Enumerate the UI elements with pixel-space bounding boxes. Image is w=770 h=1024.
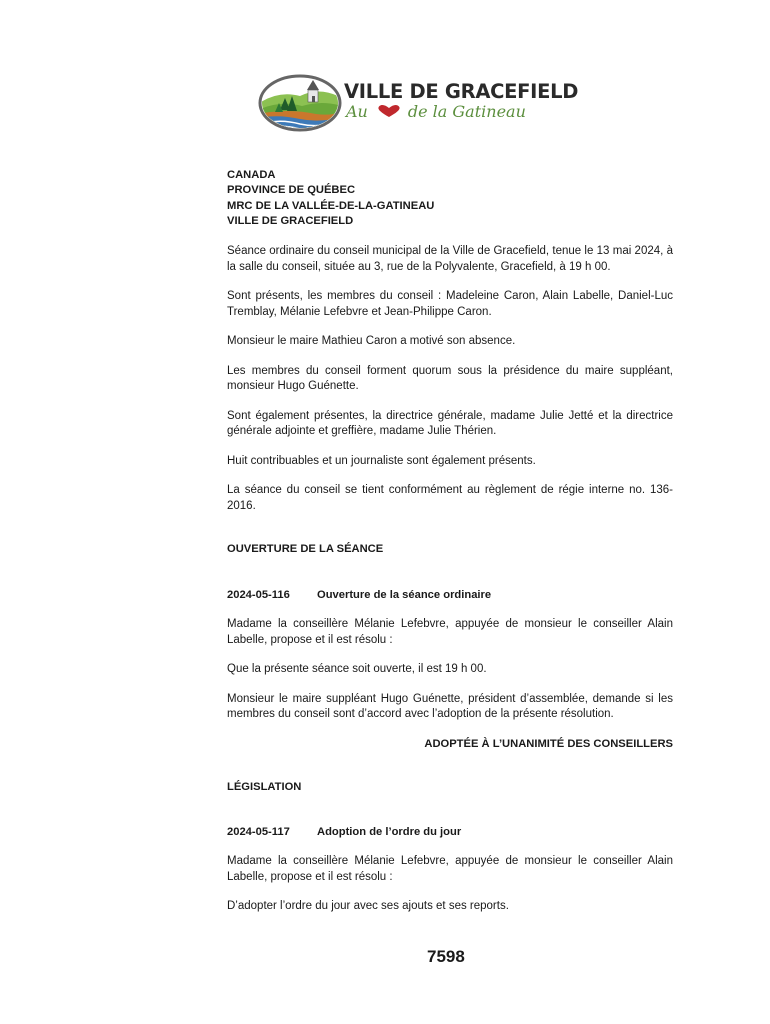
- logo-emblem-icon: [258, 74, 342, 132]
- resolution-heading-116: [227, 588, 673, 604]
- city-logo: [258, 72, 579, 136]
- resolution-116-opening: Que la présente séance soit ouverte, il est 19 h 00.: [227, 663, 487, 676]
- resolution-heading-117: [227, 825, 673, 841]
- internal-rules-paragraph: La séance du conseil se tient conformément au règlement de régie interne no. 136-2016.: [227, 484, 673, 512]
- adopted-unanimously: ADOPTÉE À L’UNANIMITÉ DES CONSEILLERS: [424, 737, 673, 750]
- resolution-117-proposer: Madame la conseillère Mélanie Lefebvre, appuyée de monsieur le conseiller Alain Labelle, propose et il est résolu :: [227, 855, 673, 883]
- logo-tagline: [346, 102, 526, 121]
- logo-title: VILLE DE GRACEFIELD: [344, 80, 579, 103]
- resolution-number: 2024-05-116: [227, 588, 290, 601]
- heart-icon: [376, 104, 402, 118]
- section-title-opening: OUVERTURE DE LA SÉANCE: [227, 543, 384, 556]
- staff-present-paragraph: Sont également présentes, la directrice générale, madame Julie Jetté et la directrice générale adjointe et greffière, madame Julie Thérien.: [227, 409, 673, 438]
- document-header: [227, 168, 673, 229]
- resolution-title: Ouverture de la séance ordinaire: [317, 588, 492, 601]
- header-line-country: CANADA: [227, 169, 276, 181]
- page-number: 7598: [427, 947, 465, 966]
- header-line-city: VILLE DE GRACEFIELD: [227, 214, 354, 227]
- logo-tagline-before: Au: [346, 102, 368, 121]
- header-line-province: PROVINCE DE QUÉBEC: [227, 184, 356, 197]
- header-line-mrc: MRC DE LA VALLÉE-DE-LA-GATINEAU: [227, 199, 435, 212]
- logo-tagline-after: de la Gatineau: [407, 102, 526, 121]
- session-paragraph: Séance ordinaire du conseil municipal de la Ville de Gracefield, tenue le 13 mai 2024, à la salle du conseil, située au 3, rue de la Polyvalente, Gracefield, à 19 h 00.: [227, 245, 673, 273]
- resolution-116-proposer: Madame la conseillère Mélanie Lefebvre, appuyée de monsieur le conseiller Alain Labelle, propose et il est résolu :: [227, 618, 673, 646]
- attendees-paragraph: Huit contribuables et un journaliste sont également présents.: [227, 454, 536, 467]
- section-title-legislation: LÉGISLATION: [227, 781, 302, 794]
- resolution-title: Adoption de l’ordre du jour: [317, 825, 462, 838]
- resolution-116-vote-request: Monsieur le maire suppléant Hugo Guénette, président d’assemblée, demande si les membres du conseil sont d’accord avec l’adoption de la présente résolution.: [227, 692, 673, 721]
- quorum-paragraph: Les membres du conseil forment quorum sous la présidence du maire suppléant, monsieur Hugo Guénette.: [227, 364, 673, 393]
- resolution-number: 2024-05-117: [227, 825, 290, 838]
- resolution-117-adoption: D’adopter l’ordre du jour avec ses ajouts et ses reports.: [227, 900, 509, 913]
- mayor-absence-paragraph: Monsieur le maire Mathieu Caron a motivé son absence.: [227, 335, 516, 348]
- present-members-paragraph: Sont présents, les membres du conseil : Madeleine Caron, Alain Labelle, Daniel-Luc Tremblay, Mélanie Lefebvre et Jean-Philippe Caron.: [227, 290, 673, 318]
- document-body: [227, 168, 673, 915]
